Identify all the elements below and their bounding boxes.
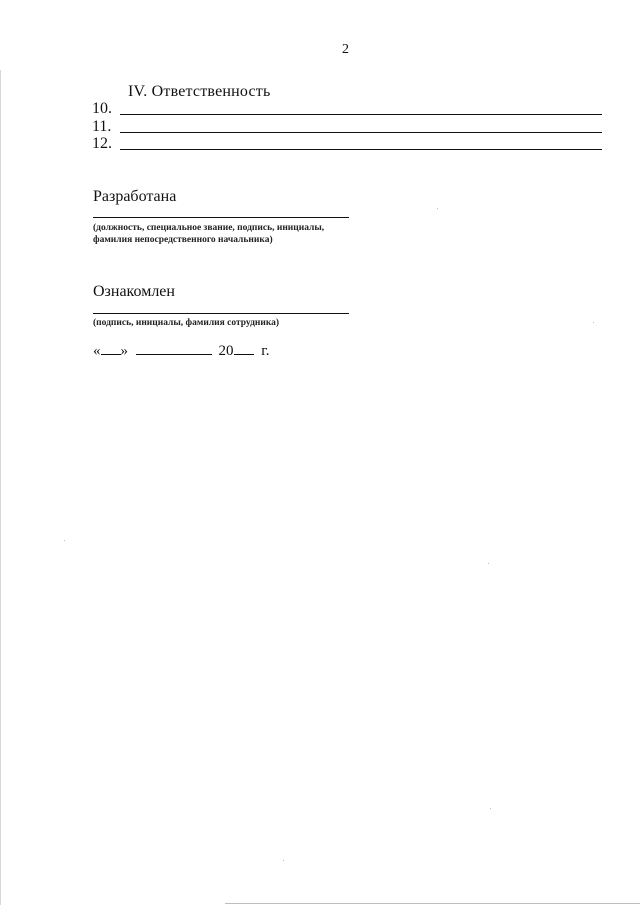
numbered-item-12 — [92, 135, 602, 152]
date-open-quote: « — [93, 343, 101, 359]
scan-speck — [64, 540, 65, 541]
scan-speck — [488, 563, 489, 564]
date-year-suffix: г. — [261, 343, 270, 359]
numbered-item-11 — [92, 118, 602, 135]
developed-caption-line1: (должность, специальное звание, подпись, инициалы, — [93, 223, 325, 233]
developed-caption-line2: фамилия непосредственного начальника) — [93, 235, 273, 245]
date-close-quote: » — [120, 343, 128, 359]
developed-label: Разработана — [93, 188, 177, 205]
fill-in-line — [120, 132, 602, 133]
item-number: 12. — [92, 135, 112, 152]
fill-in-line — [120, 149, 602, 150]
scan-speck — [283, 860, 284, 861]
date-century: 20 — [218, 343, 234, 359]
scan-speck — [437, 208, 438, 209]
numbered-item-10 — [92, 100, 602, 117]
acquainted-signature-line — [93, 313, 349, 314]
date-line — [93, 341, 269, 360]
day-blank — [101, 341, 121, 355]
developed-signature-line — [93, 217, 349, 218]
scan-speck — [490, 808, 491, 809]
item-number: 10. — [92, 100, 112, 117]
month-blank — [136, 341, 212, 355]
acquainted-label: Ознакомлен — [93, 283, 175, 300]
page-number: 2 — [342, 42, 349, 57]
scan-edge-bottom — [225, 903, 640, 904]
year-blank — [234, 341, 254, 355]
scan-edge-left — [0, 70, 1, 905]
scan-speck — [593, 322, 594, 323]
item-number: 11. — [92, 118, 112, 135]
fill-in-line — [120, 114, 602, 115]
section-heading: IV. Ответственность — [128, 83, 271, 100]
acquainted-caption: (подпись, инициалы, фамилия сотрудника) — [93, 318, 280, 328]
